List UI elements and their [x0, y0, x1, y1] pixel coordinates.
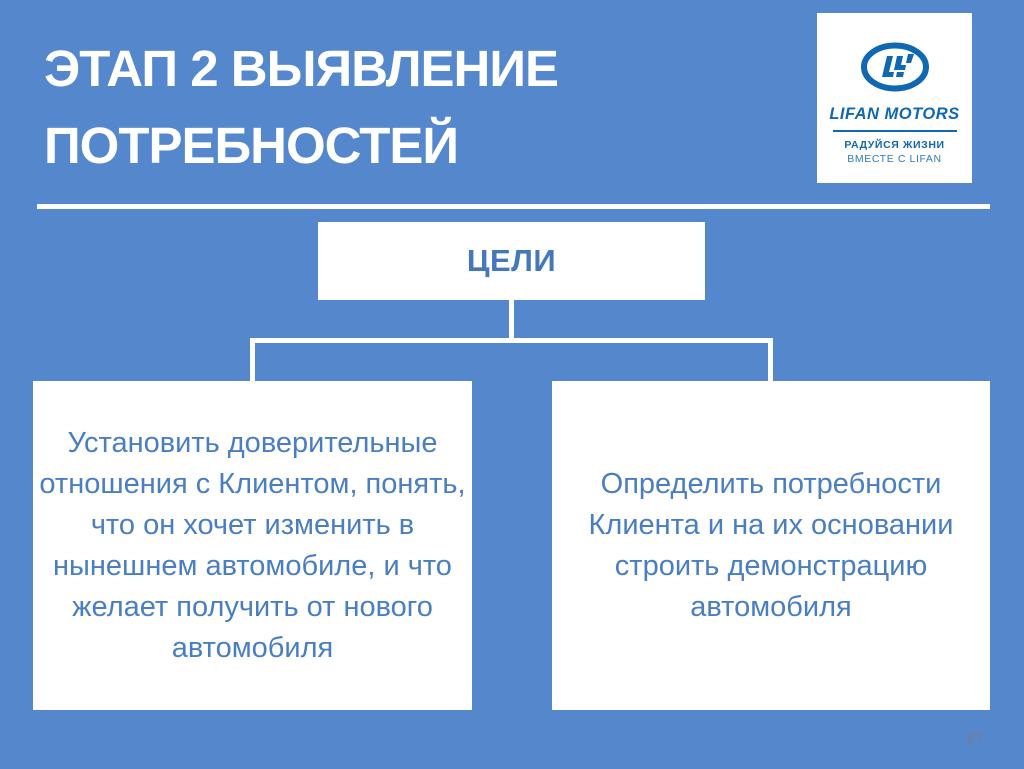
diagram-root-node-goals — [318, 222, 705, 300]
diagram-child-node-needs — [552, 381, 990, 710]
lifan-logo-card — [817, 13, 972, 183]
lifan-oval-emblem-icon — [860, 41, 930, 93]
connector-right-vertical — [768, 338, 773, 382]
slide-title-line1: ЭТАП 2 ВЫЯВЛЕНИЕ — [44, 40, 559, 97]
root-node-label: ЦЕЛИ — [466, 243, 557, 278]
child-node-right-text: Определить потребности Клиента и на их основании строить демонстрацию автомобиля — [588, 467, 954, 623]
connector-horizontal — [250, 338, 773, 343]
slide-title — [44, 30, 784, 184]
connector-root-vertical — [509, 300, 514, 343]
page-number: 87 — [966, 730, 984, 747]
logo-tagline-line1: РАДУЙСЯ ЖИЗНИ — [844, 139, 945, 151]
lifan-brand-wordmark: LIFAN MOTORS — [829, 105, 960, 123]
child-node-left-text: Установить доверительные отношения с Клиентом, понять, что он хочет изменить в нынешнем автомобиле, и что желает получить от нового автомобиля — [39, 426, 466, 664]
connector-left-vertical — [250, 338, 255, 382]
logo-divider — [833, 130, 957, 132]
diagram-child-node-trust — [33, 381, 472, 710]
logo-tagline-line2: ВМЕСТЕ С LIFAN — [847, 153, 942, 165]
slide-title-line2: ПОТРЕБНОСТЕЙ — [44, 117, 459, 174]
title-underline-rule — [37, 204, 990, 209]
